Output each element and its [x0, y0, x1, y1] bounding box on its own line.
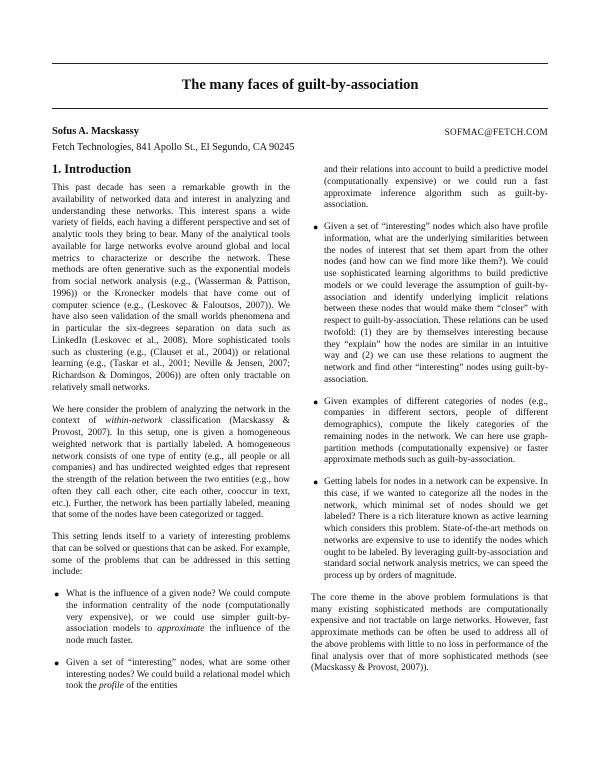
list-item: ● Getting labels for nodes in a network can be expensive. In this case, if we wanted to categorize all the nodes in the network, which minimal set of nodes should we get labeled? There is a rich literature known as active learning which considers this problem. State-of-the-art methods on networks are expensive to use to identify the nodes which ought to be labeled. By leveraging guilt-by-association and standard social network analysis metrics, we can speed the process up by orders of magnitude.: [313, 477, 548, 581]
bullet-icon: ●: [54, 657, 60, 668]
author-name: Sofus A. Macskassy: [52, 126, 139, 137]
title-rule: [52, 108, 548, 109]
bullet-icon: ●: [313, 396, 319, 407]
list-item: ● Given a set of “interesting” nodes which also have profile information, what are the underlying similarities between the nodes of interest that set them apart from the other nodes (and how can we find more like them?). We could use sophisticated learning algorithms to build predictive models or we could leverage the assumption of guilt-by-association and identify underlying implicit relations between these nodes that would make them “closer” with respect to guilt-by-association. These relations can be used twofold: (1) they are by themselves interesting because they “explain” how the nodes are similar in an intuitive way and (2) we can use these relations to augment the network and find other “interesting” nodes using guilt-by-association.: [313, 222, 548, 385]
top-rule: [52, 63, 548, 64]
list-item: ● What is the influence of a given node? We could compute the information centrality of the node (computationally very expensive), or we could use simpler guilt-by-association models to approximate the influence of the node much faster.: [54, 589, 290, 646]
section-heading: 1. Introduction: [52, 162, 132, 176]
bullet-icon: ●: [54, 589, 60, 599]
list-item: ● Given examples of different categories of nodes (e.g., companies in different sectors, people of different demographics), compute the likely categories of the remaining nodes in the network. We can here use graph-partition methods (computationally expensive) or faster approximate methods such as guilt-by-association.: [313, 396, 548, 466]
bullet-list: [311, 165, 548, 583]
left-column: [52, 162, 290, 703]
right-column: [311, 165, 548, 685]
list-item-continued: and their relations into account to build a predictive model (computationally expensive) or we could run a fast approximate inference algorithm such as guilt-by-association.: [324, 165, 548, 211]
bullet-icon: ●: [313, 222, 319, 232]
paper-title: The many faces of guilt-by-association: [181, 77, 419, 93]
paragraph: This past decade has seen a remarkable growth in the availability of networked data and interest in analyzing and understanding these networks. This interest spans a wide variety of fields, each having a different perspective and set of analytic tools they bring to bear. Many of the analytical tools available for large networks evolve around global and local metrics to characterize or describe the network. These methods are often generative such as the exponential models from social network analysis (e.g., (Wasserman & Pattison, 1996)) or the Kronecker models that have come out of computer science (e.g., (Leskovec & Faloutsos, 2007)). We have also seen validation of the small worlds phenomena and in particular the six-degrees separation on data such as LinkedIn (Leskovec et al., 2008). More sophisticated tools such as clustering (e.g., (Clauset et al., 2004)) or relational learning (e.g., (Taskar et al., 2001; Neville & Jensen, 2007; Richardson & Domingos, 2006)) are often only tractable on relatively small networks.: [52, 183, 290, 393]
list-item: ● Given a set of “interesting” nodes, what are some other interesting nodes? We could build a relational model which took the profile of the entities: [54, 657, 290, 692]
emphasis: within-network: [105, 416, 163, 427]
emphasis: approximate: [157, 624, 205, 635]
author-email: SOFMAC@FETCH.COM: [444, 127, 548, 137]
author-affiliation: Fetch Technologies, 841 Apollo St., El Segundo, CA 90245: [52, 142, 295, 153]
emphasis: profile: [99, 681, 124, 692]
bullet-icon: ●: [313, 477, 319, 487]
paragraph: This setting lends itself to a variety of interesting problems that can be solved or questions that can be asked. For example, some of the problems that can be addressed in this setting include:: [52, 532, 290, 578]
paragraph: The core theme in the above problem formulations is that many existing sophisticated methods are computationally expensive and not tractable on large networks. However, fast approximate methods can be often be used to address all of the above problems with little to no loss in performance of the final analysis over that of more sophisticated methods (see (Macskassy & Provost, 2007)).: [311, 592, 548, 674]
bullet-list: [52, 589, 290, 693]
paragraph: We here consider the problem of analyzing the network in the context of within-network classification (Macskassy & Provost, 2007). In this setup, one is given a homogeneous weighted network that is partially labeled. A homogeneous network consists of one type of entity (e.g., all people or all companies) and has undirected weighted edges that represent the strength of the relation between the two entities (e.g., how often they call each other, cite each other, cooccur in text, etc.). Further, the network has been partially labeled, meaning that some of the nodes have been categorized or tagged.: [52, 404, 290, 521]
